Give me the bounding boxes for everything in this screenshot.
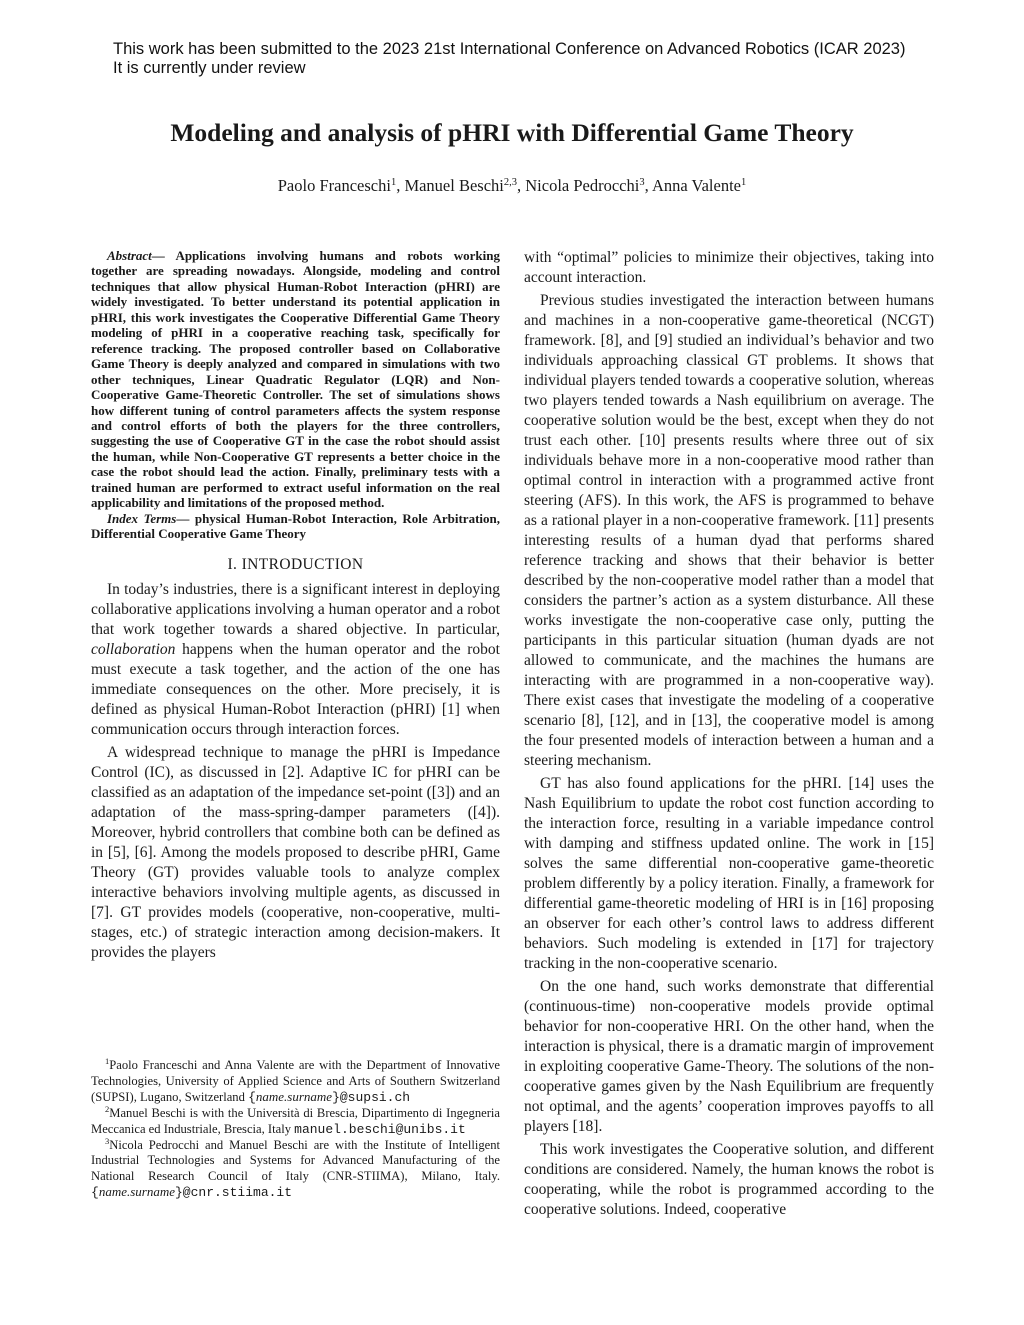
abstract: Abstract— Applications involving humans and robots working together are spreading nowadays. Alongside, modeling and control techniques that allow physical Human-Robot Interaction (pHRI) are widely investigated. To better understand its potential application in pHRI, this work investigates the Cooperative Differential Game Theory modeling of pHRI in a cooperative reaching task, specifically for reference tracking. The proposed controller based on Collaborative Game Theory is deeply analyzed and compared in simulations with two other techniques, Linear Quadratic Regulator (LQR) and Non-Cooperative Game-Theoretic Controller. The set of simulations shows how different tuning of control parameters affects the system response and control efforts of both the players for the three controllers, suggesting the use of Cooperative GT in the case the robot should assist the human, while Non-Cooperative GT represents a better choice in the case the robot should lead the action. Finally, preliminary tests with a trained human are performed to extract useful information on the real applicability and limitations of the proposed method. xyxy=(91,248,500,511)
abstract-lead: Abstract xyxy=(107,248,152,263)
section-heading-introduction: I. INTRODUCTION xyxy=(227,555,364,573)
footnote-2-email: manuel.beschi@unibs.it xyxy=(294,1122,466,1137)
index-terms-lead: Index Terms xyxy=(107,510,177,526)
submission-notice xyxy=(113,40,905,78)
intro-paragraph-2: A widespread technique to manage the pHRI is Impedance Control (IC), as discussed in [2]. Adaptive IC for pHRI can be classified as an adaptation of the impedance set-point ([3]) and an adaptation of the mass-spring-damper parameters ([4]). Moreover, hybrid controllers that combine both can be defined as in [5], [6]. Among the models proposed to describe pHRI, Game Theory (GT) provides valuable tools to analyze complex interactive behaviors involving multiple agents, as discussed in [7]. GT provides models (cooperative, non-cooperative, multi-stages, etc.) of strategic interaction among decision-makers. It provides the players xyxy=(91,743,500,961)
author-2: Manuel Beschi$^{2,3}$, xyxy=(404,176,526,195)
right-paragraph-3: On the one hand, such works demonstrate that differential (continuous-time) non-cooperative models provide optimal behavior for non-cooperative HRI. On the other hand, when the interaction is physical, there is a dramatic margin of improvement in exploiting cooperative Game-Theory. The solutions of the non-cooperative games given by the Nash Equilibrium are frequently not optimal, and the agents’ cooperation improves payoffs to all players [18]. xyxy=(524,978,934,1135)
right-column xyxy=(524,248,934,1223)
footnote-2: $^2$Manuel Beschi is with the Università di Brescia, Dipartimento di Ingegneria Meccanica ed Industriale, Brescia, Italy manuel.beschi@unibs.it xyxy=(91,1103,500,1137)
right-paragraph-4: This work investigates the Cooperative solution, and different conditions are considered. Namely, the human knows the robot is cooperating, while the robot is programmed according to the cooperative solutions. Indeed, cooperative xyxy=(524,1141,934,1218)
submission-notice-line-2: It is currently under review xyxy=(113,59,306,77)
abstract-text: Applications involving humans and robots working together are spreading nowadays. Alongside, modeling and control techniques that allow physical Human-Robot Interaction (pHRI) are widely investigated. To better understand its potential application in pHRI, this work investigates the Cooperative Differential Game Theory modeling of pHRI in a cooperative reaching task, specifically for reference tracking. The proposed controller based on Collaborative Game Theory is deeply analyzed and compared in simulations with two other techniques, Linear Quadratic Regulator (LQR) and Non-Cooperative Game-Theoretic Controller. The set of simulations shows how different tuning of control parameters affects the system response and control efforts of both the players for the three controllers, suggesting the use of Cooperative GT in the case the robot should assist the human, while Non-Cooperative GT represents a better choice in the case the robot should lead the action. Finally, preliminary tests with a trained human are performed to extract useful information on the real applicability and limitations of the proposed method. xyxy=(91,248,500,511)
author-4: Anna Valente$^1$ xyxy=(651,176,747,195)
submission-notice-line-1: This work has been submitted to the 2023 21st International Conference on Advanced Robotics (ICAR 2023) xyxy=(113,40,906,58)
footnote-1-email: {name.surname}@supsi.ch xyxy=(248,1089,411,1105)
index-terms: Index Terms— physical Human-Robot Interaction, Role Arbitration, Differential Cooperative Game Theory xyxy=(91,510,500,542)
footnote-1: $^1$Paolo Franceschi and Anna Valente are with the Department of Innovative Technologies, University of Applied Science and Arts of Southern Switzerland (SUPSI), Lugano, Switzerland {name.surname}@supsi.ch xyxy=(91,1056,500,1105)
right-paragraph-2: GT has also found applications for the pHRI. [14] uses the Nash Equilibrium to update the robot cost function according to the interaction force, resulting in a variable impedance control with damping and stiffness updated online. The work in [15] solves the same differential non-cooperative game-theoretic problem differently by a policy iteration. Finally, a framework for differential game-theoretic modeling of HRI is in [16] proposing an observer for each other’s control laws to address different behaviors. Such modeling is extended in [17] for trajectory tracking in the non-cooperative scenario. xyxy=(524,775,934,972)
author-list xyxy=(0,174,1024,198)
intro-paragraph-1: In today’s industries, there is a significant interest in deploying collaborative applications involving a human operator and a robot that work together towards a shared objective. In particular, collaboration happens when the human operator and the robot must execute a task together, and the action of the one has immediate consequences on the other. More precisely, it is defined as physical Human-Robot Interaction (pHRI) [1] when communication occurs through interaction forces. xyxy=(91,580,500,738)
footnote-3-email: {name.surname}@cnr.stiima.it xyxy=(91,1184,293,1200)
footnotes xyxy=(91,1058,500,1201)
footnote-3: $^3$Nicola Pedrocchi and Manuel Beschi are with the Institute of Intelligent Industrial Technologies and Systems for Advanced Manufacturing of the National Research Council of Italy (CNR-STIIMA), Milano, Italy. {name.surname}@cnr.stiima.it xyxy=(91,1135,500,1200)
author-1: Paolo Franceschi$^1$, xyxy=(277,176,405,195)
left-column xyxy=(91,248,500,966)
right-paragraph-1: Previous studies investigated the interaction between humans and machines in a non-cooperative game-theoretical (NCGT) framework. [8], and [9] studied an individual’s behavior and two individuals approaching classical GT problems. It shows that individual players tended towards a cooperative solution, whereas two players tended towards a Nash equilibrium on average. The cooperative solution would be the best, except when they do not trust each other. [10] presents results where three out of six individuals behave more in a non-cooperative mood rather than optimal control in interaction with a programmed active front steering (AFS). In this work, the AFS is programmed to behave as a rational player in a non-cooperative framework. [11] presents interesting results of a human dyad that performs shared reference tracking and shows that their behavior is better described by the non-cooperative model rather than a model that considers the partner’s action as a system disturbance. All these works investigate the non-cooperative case only, putting the participants in this particular situation (human dyads are not allowed to communicate, and the machines the humans are interacting with are programmed in a non-cooperative way). There exist cases that investigate the modeling of a cooperative scenario [8], [12], and in [13], the cooperative model is among the four presented models of interaction between a human and a steering mechanism. xyxy=(524,292,934,769)
author-3: Nicola Pedrocchi$^3$, xyxy=(525,176,652,195)
index-terms-text: physical Human-Robot Interaction, Role Arbitration, Differential Cooperative Game Theory xyxy=(91,510,500,542)
introduction-body xyxy=(91,580,500,963)
right-paragraph-0: with “optimal” policies to minimize their objectives, taking into account interaction. xyxy=(524,249,934,286)
paper-title: Modeling and analysis of pHRI with Differential Game Theory xyxy=(170,118,854,147)
